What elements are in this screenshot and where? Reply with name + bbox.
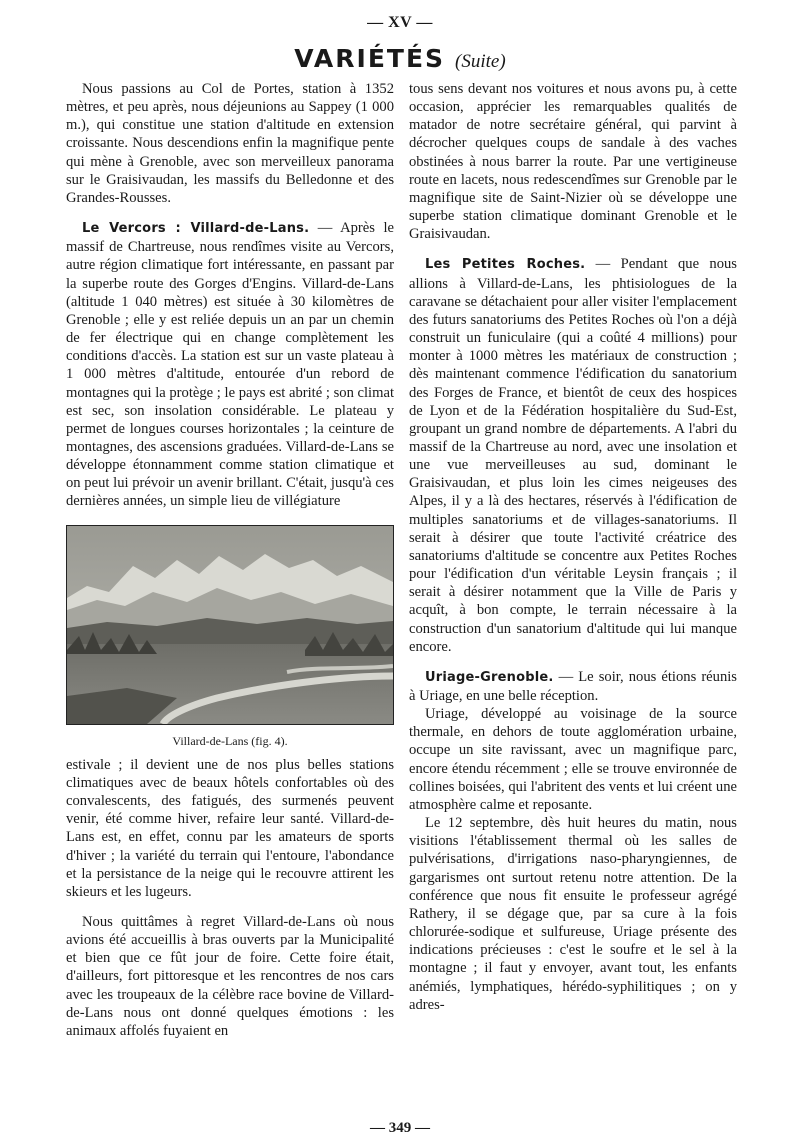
petites-roches-text: — Pendant que nous allions à Villard-de-Lans, les phtisiologues de la caravane se détachaient pour aller visiter l'emplacement des futurs sanatoriums des Petites Roches où l'on a déjà construit un funiculaire (qui a coûté 4 millions) pour monter à 1000 mètres les matériaux de construction ; dès maintenant commence l'édification du sanatorium des Forges de France, et bientôt de ceux des hospices de Lyon et de la Fédération hospitalière du Sud-Est, groupant un grand nombre de départements. A l'abri du massif de la Chartreuse au nord, avec une insolation et une vue merveilleuses au sud, dominant le Graisivaudan, et plus loin les cimes neigeuses des Alpes, il y a là des hectares, réservés à l'édification de multiples sanatoriums et de villages-sanatoriums. Il serait à désirer que toute l'activité créatrice des sanatoriums d'altitude se concentre aux Petites Roches pour l'édification d'un véritable Leysin français ; il serait à désirer notamment que la Ville de Paris y acquît, à bon compte, le terrain nécessaire à la construction d'un sanatorium d'altitude qui lui manque encore. <box>409 256 737 655</box>
section-subtitle: (Suite) <box>455 51 506 72</box>
running-folio: — XV — <box>367 14 433 31</box>
paragraph-uriage-grenoble <box>409 668 737 705</box>
paragraph-saint-nizier: tous sens devant nos voitures et nous avons pu, à cette occasion, apprécier les remarquables qualités de matador de notre secrétaire général, qui parvint à décrocher quelques coups de sandale à des vaches obstinées à nous barrer la route. Par une vertigineuse route en lacets, nous redescendîmes sur Grenoble par le magnifique site de Saint-Nizier où se développe une superbe station climatique dominant Grenoble et le Graisivaudan. <box>409 81 737 243</box>
figure-villard-de-lans <box>66 525 394 750</box>
paragraph-uriage-site: Uriage, développé au voisinage de la source thermale, en dehors de toute agglomération urbaine, occupe un site ravissant, avec un magnifique parc, encore étendu récemment ; elle se trouve environnée de collines boisées, qui l'abritent des vents et lui créent une atmosphère calme et reposante. <box>409 706 737 813</box>
heading-vercors: Le Vercors : Villard-de-Lans. <box>82 221 310 237</box>
landscape-photo-image <box>67 526 393 724</box>
paragraph-villard-continued: estivale ; il devient une de nos plus belles stations climatiques avec de beaux hôtels confortables où des convalescents, des fatigués, des surmenés peuvent venir, été comme hiver, refaire leur santé. Villard-de-Lans est, en effet, connu par les amateurs de sports d'hiver ; la variété du terrain qui l'entoure, l'abondance et la persistance de la neige qui le recouvre attirent les skieurs et les lugeurs. <box>66 756 394 900</box>
uriage-text: — Le soir, nous étions réunis à Uriage, en une belle réception. <box>409 668 737 704</box>
page-title <box>0 44 800 73</box>
paragraph-petites-roches <box>409 255 737 655</box>
figure-caption: Villard-de-Lans (fig. 4). <box>172 733 288 748</box>
heading-uriage-grenoble: Uriage-Grenoble. <box>425 669 554 685</box>
heading-petites-roches: Les Petites Roches. <box>425 257 586 273</box>
section-title: VARIÉTÉS <box>294 44 446 73</box>
page-number: — 349 — <box>370 1120 430 1136</box>
paragraph-col-de-portes: Nous passions au Col de Portes, station à 1352 mètres, et peu après, nous déjeunions au Sappey (1 000 m.), qui constitue une station d'altitude en extension croissante. Nous descendions enfin la magnifique pente qui mène à Grenoble, avec son merveilleux panorama sur le Graisivaudan, les massifs du Belledonne et des Grandes-Rousses. <box>66 81 394 206</box>
landscape-photo <box>66 525 394 725</box>
vercors-text: — Après le massif de Chartreuse, nous rendîmes visite au Vercors, autre région climatique fort intéressante, en passant par la superbe route des Gorges d'Engins. Villard-de-Lans (altitude 1 040 mètres) est située à 30 kilomètres de Grenoble ; elle y est reliée depuis un an par un chemin de fer électrique qui en change complètement les conditions d'accès. La station est sur un vaste plateau à 1 000 mètres d'altitude, entourée d'un rebord de montagnes qui la protège ; le pays est abrité ; son climat est sec, son insolation considérable. Le plateau y permet de longues courses horizontales ; la ceinture de montagnes, des ascensions graduées. Villard-de-Lans se développe étonnamment comme station climatique et on peut lui prévoir un avenir brillant. C'était, jusqu'à ces dernières années, un simple lieu de villégiature <box>66 220 394 510</box>
paragraph-uriage-visit: Le 12 septembre, dès huit heures du matin, nous visitions l'établissement thermal où les salles de pulvérisations, d'irrigations naso-pharyngiennes, de gargarismes ont surtout retenu notre attention. De la conférence que nous fit ensuite le professeur agrégé Rathery, il se dégage que, par sa cure à la fois chlorurée-sodique et sulfureuse, Uriage présente des indications précieuses : c'est le soufre et le sel à la montagne ; il faut y envoyer, avant tout, les enfants anémiés, lymphatiques, hérédo-syphilitiques ; on y adres- <box>409 815 737 1013</box>
paragraph-vercors <box>66 219 394 511</box>
paragraph-departure-villard: Nous quittâmes à regret Villard-de-Lans où nous avions été accueillis à bras ouverts par la Municipalité et bien que ce fût jour de foire. Cette foire était, d'ailleurs, fort pittoresque et les rencontres de nos cars avec les troupeaux de la célèbre race bovine de Villard-de-Lans nous ont donné quelques émotions : les animaux affolés fuyaient en <box>66 914 394 1039</box>
right-column <box>409 80 737 1014</box>
left-column <box>66 80 394 1040</box>
